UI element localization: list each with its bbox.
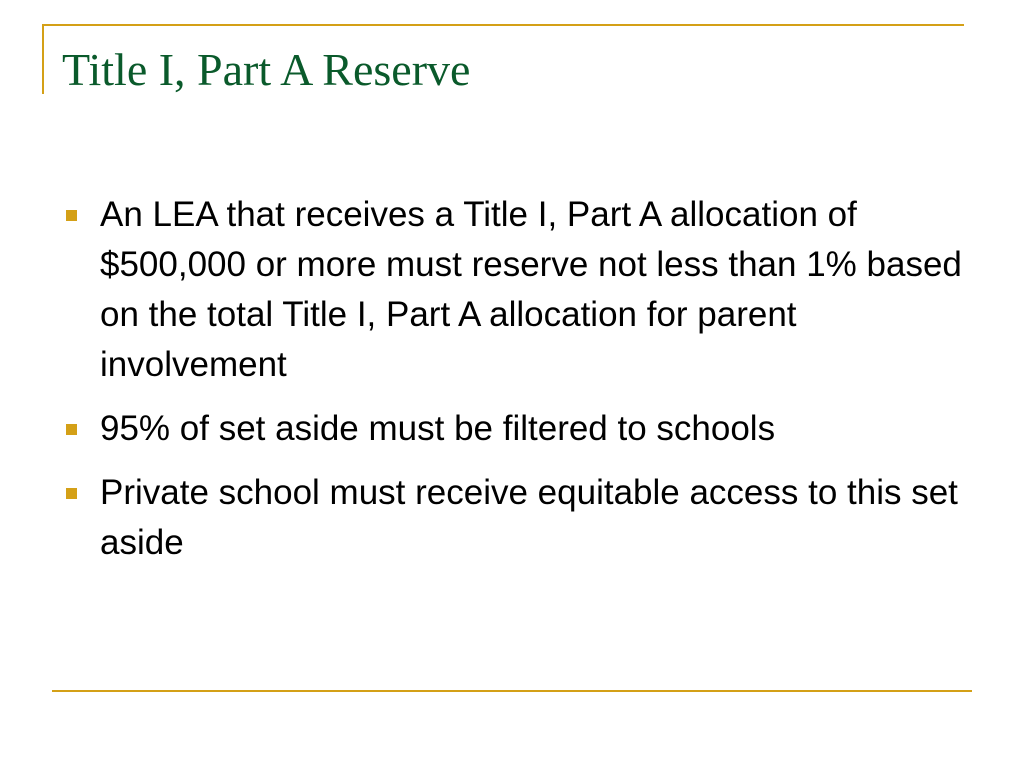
bullet-text: An LEA that receives a Title I, Part A allocation of $500,000 or more must reserve not less than 1% based on the total Title I, Part A allocation for parent involvement: [100, 195, 962, 384]
top-divider: [42, 24, 964, 26]
bottom-divider: [52, 690, 972, 692]
square-bullet-icon: [66, 488, 77, 499]
bullet-list: [66, 190, 966, 582]
bullet-item: [66, 404, 966, 454]
bullet-item: [66, 190, 966, 390]
bullet-text: Private school must receive equitable access to this set aside: [100, 473, 958, 562]
square-bullet-icon: [66, 210, 77, 221]
bullet-item: [66, 468, 966, 568]
square-bullet-icon: [66, 424, 77, 435]
bullet-text: 95% of set aside must be filtered to schools: [100, 409, 776, 448]
left-divider: [42, 24, 44, 94]
slide-title: Title I, Part A Reserve: [62, 44, 471, 95]
